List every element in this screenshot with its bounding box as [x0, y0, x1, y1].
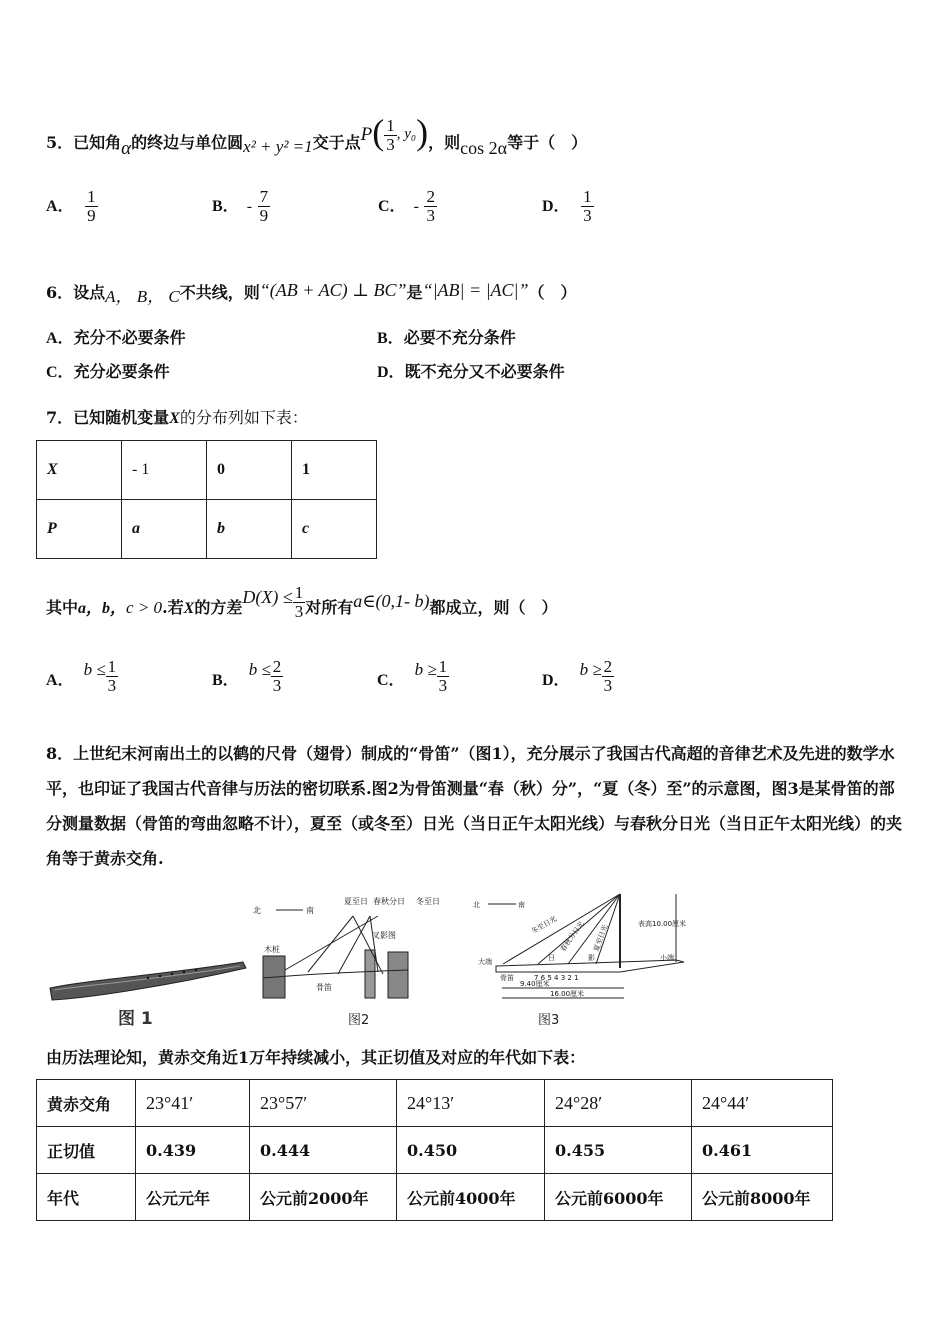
svg-text:北: 北 [253, 906, 261, 915]
q5-option-d[interactable]: D． $\frac{1}{3}$ [542, 187, 592, 225]
svg-text:日: 日 [548, 954, 555, 962]
svg-text:表高10.00厘米: 表高10.00厘米 [638, 920, 687, 928]
svg-text:夏至日光: 夏至日光 [592, 923, 610, 953]
q6-option-b[interactable]: B．必要不充分条件 [377, 328, 516, 347]
svg-text:南: 南 [518, 901, 525, 909]
q7-condition: 其中a，b，c > 0.若X的方差D(X) ≤ $\frac{1}{3}$ 对所有a∈(0,1- b)都成立，则（ ） [46, 583, 558, 621]
svg-text:春秋分日: 春秋分日 [373, 897, 405, 906]
svg-text:春秋分日光: 春秋分日光 [559, 919, 586, 954]
svg-text:夏至日: 夏至日 [344, 897, 368, 906]
q7-distribution-table [36, 440, 377, 559]
svg-text:北: 北 [473, 901, 480, 909]
figure-1-bone-flute [50, 962, 246, 1000]
svg-text:骨笛: 骨笛 [500, 974, 514, 982]
svg-text:影: 影 [588, 954, 595, 962]
table-row: P a b c [37, 500, 377, 559]
q6-stem: 6．设点A， B， C不共线，则“(AB + AC) ⊥ BC”是“|AB| = |AC|”（ ） [46, 280, 577, 306]
svg-text:骨笛: 骨笛 [316, 983, 332, 992]
svg-text:木桩: 木桩 [264, 945, 280, 954]
q6-option-d[interactable]: D．既不充分又不必要条件 [377, 362, 565, 381]
q5-stem: 5．已知角α的终边与单位圆x² + y² =1交于点P( $\frac{1}{3}$ , y₀)，则cos 2α等于（ ） [46, 112, 588, 159]
figure-3-diagram [488, 894, 687, 998]
q7-option-d[interactable]: D．b ≥ $\frac{2}{3}$ [542, 657, 613, 695]
svg-text:7 6 5 4 3 2 1: 7 6 5 4 3 2 1 [534, 974, 579, 982]
q8-obliquity-table [36, 1079, 833, 1221]
q5-option-c[interactable]: C． - $\frac{2}{3}$ [378, 187, 435, 225]
q6-option-c[interactable]: C．充分必要条件 [46, 362, 170, 381]
svg-text:小端: 小端 [660, 954, 674, 962]
svg-text:冬至日: 冬至日 [416, 897, 440, 906]
q7-stem: 7．已知随机变量X的分布列如下表： [46, 408, 308, 427]
table-row: 正切值 0.439 0.444 0.450 0.455 0.461 [37, 1127, 833, 1174]
table-row: X - 1 0 1 [37, 441, 377, 500]
table-row: 年代 公元元年 公元前2000年 公元前4000年 公元前6000年 公元前8000年 [37, 1174, 833, 1221]
q8-figures [48, 890, 738, 1040]
q8-paragraph: 8．上世纪末河南出土的以鹤的尺骨（翅骨）制成的“骨笛”（图1），充分展示了我国古代高超的音律艺术及先进的数学水平，也印证了我国古代音律与历法的密切联系.图2为骨笛测量“春（秋）分”，“夏（冬）至”的示意图，图3是某骨笛的部分测量数据（骨笛的弯曲忽略不计），夏至（或冬至）日光（当日正午太阳光线）与春秋分日光（当日正午太阳光线）的夹角等于黄赤交角. [46, 744, 903, 868]
svg-text:9.40厘米: 9.40厘米 [520, 980, 550, 988]
table-row: 黄赤交角 23°41′ 23°57′ 24°13′ 24°28′ 24°44′ [37, 1080, 833, 1127]
figure-1-caption: 图 1 [118, 1009, 153, 1029]
figure-2-caption: 图2 [348, 1013, 370, 1028]
svg-text:叉影图: 叉影图 [372, 931, 396, 940]
q6-option-a[interactable]: A．充分不必要条件 [46, 328, 186, 347]
figure-3-caption: 图3 [538, 1013, 560, 1028]
svg-text:冬至日光: 冬至日光 [530, 914, 559, 936]
svg-text:大端: 大端 [478, 958, 492, 966]
q5-option-a[interactable]: A． $\frac{1}{9}$ [46, 187, 96, 225]
q7-option-a[interactable]: A．b ≤ $\frac{1}{3}$ [46, 657, 117, 695]
figure-2-diagram [263, 910, 408, 998]
q7-option-b[interactable]: B．b ≤ $\frac{2}{3}$ [212, 657, 282, 695]
q7-option-c[interactable]: C．b ≥ $\frac{1}{3}$ [377, 657, 448, 695]
svg-text:南: 南 [306, 906, 314, 915]
q8-table-intro: 由历法理论知，黄赤交角近1万年持续减小，其正切值及对应的年代如下表： [46, 1048, 586, 1067]
q5-option-b[interactable]: B． - $\frac{7}{9}$ [212, 187, 269, 225]
svg-text:16.00厘米: 16.00厘米 [550, 990, 585, 998]
